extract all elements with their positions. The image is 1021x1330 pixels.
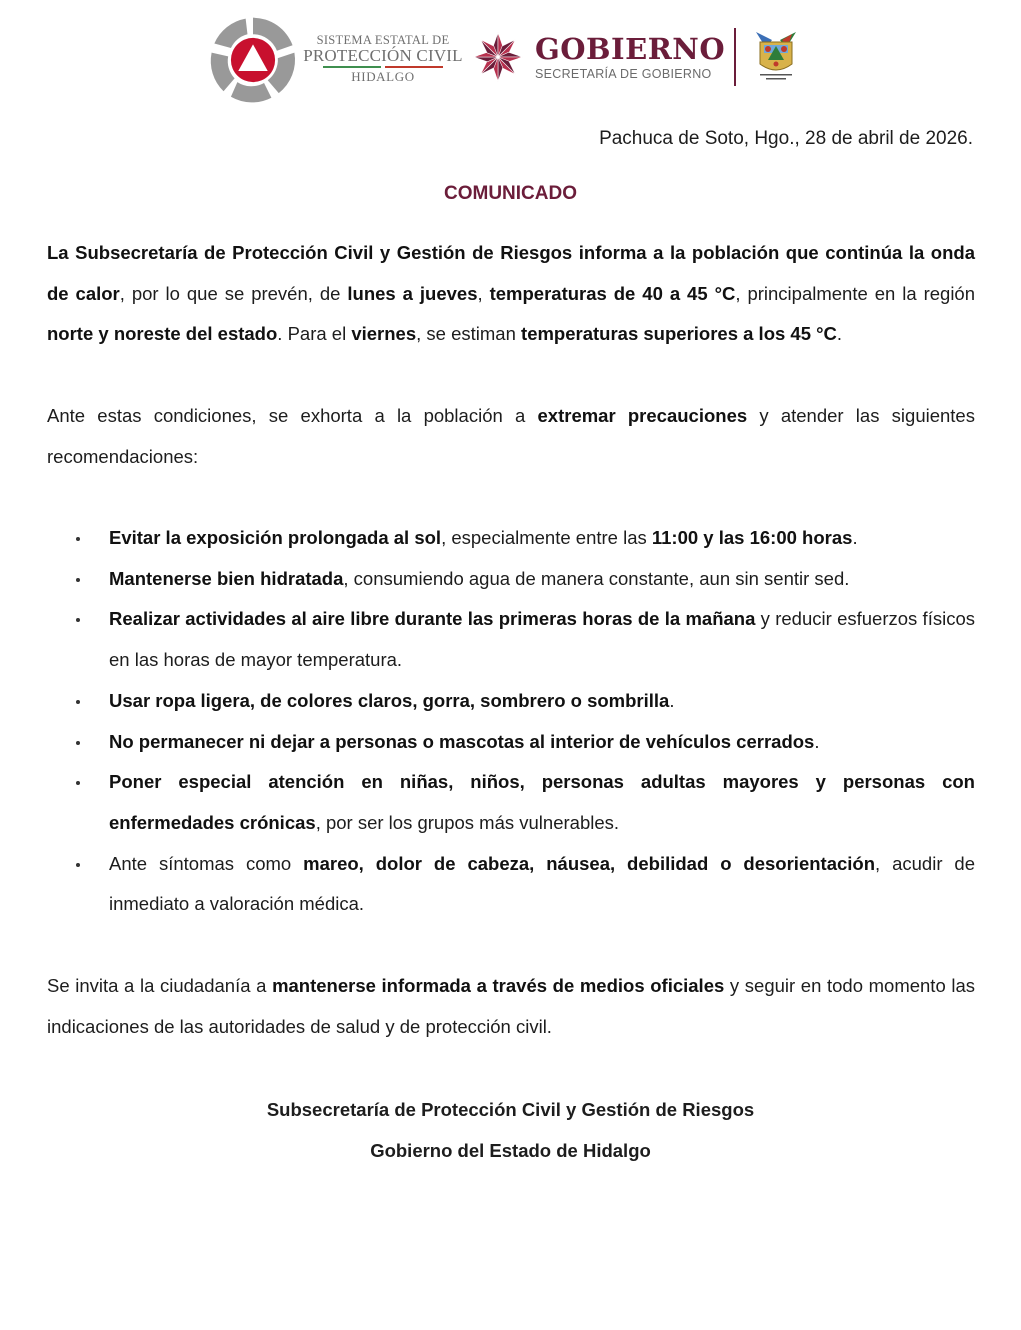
bold-text-run: lunes a jueves	[347, 282, 478, 304]
text-run: .	[836, 323, 843, 345]
bullet-icon	[76, 781, 80, 785]
date-line: Pachuca de Soto, Hgo., 28 de abril de 2026.	[599, 128, 973, 149]
signature-line1: Subsecretaría de Protección Civil y Gestión de Riesgos	[266, 1099, 755, 1120]
text-run: , por lo que se prevén, de	[119, 282, 348, 304]
text-run: , principalmente en la región	[735, 282, 976, 304]
recommendation-item	[47, 559, 975, 600]
bold-text-run: Usar ropa ligera, de colores claros, gorra, sombrero o sombrilla	[109, 689, 670, 711]
text-run: , acudir de inmediato a valoración médica.	[109, 852, 975, 915]
closing-paragraph	[47, 966, 975, 1047]
recommendation-item	[47, 844, 975, 925]
hidalgo-coat-of-arms-icon	[752, 26, 800, 88]
bullet-icon	[76, 700, 80, 704]
text-run: .	[852, 527, 858, 548]
civil-protection-wordmark	[303, 33, 463, 84]
recommendation-item	[47, 722, 975, 763]
letterhead	[0, 0, 1021, 115]
bold-text-run: Evitar la exposición prolongada al sol	[109, 527, 442, 548]
gobierno-title: GOBIERNO	[535, 32, 726, 66]
bold-text-run: No permanecer ni dejar a personas o mascotas al interior de vehículos cerrados	[109, 730, 815, 752]
bold-text-run: mantenerse informada a través de medios oficiales	[272, 975, 725, 996]
green-rule	[323, 66, 381, 68]
bold-text-run: viernes	[351, 323, 417, 345]
text-run: y atender las siguientes recomendaciones:	[47, 405, 975, 467]
text-run: Ante síntomas como	[109, 852, 304, 874]
text-run: , se estiman	[416, 323, 522, 345]
recommendation-text	[109, 690, 674, 711]
bold-text-run: extremar precauciones	[537, 405, 748, 426]
text-run: .	[814, 730, 820, 752]
bullet-icon	[76, 741, 80, 745]
flag-color-rule	[303, 66, 463, 68]
bullet-icon	[76, 863, 80, 867]
recommendations-list	[47, 518, 975, 925]
bold-text-run: temperaturas superiores a los 45 °C	[521, 323, 837, 345]
text-run: , especialmente entre las	[441, 527, 652, 548]
bold-text-run: La Subsecretaría de Protección Civil y Gestión de Riesgos informa a la población que continúa la onda de calor	[47, 242, 975, 304]
star-emblem-icon	[470, 28, 526, 86]
exhortation-paragraph	[47, 396, 975, 477]
signature-line2: Gobierno del Estado de Hidalgo	[370, 1139, 651, 1161]
recommendation-text	[109, 608, 975, 670]
bullet-icon	[76, 537, 80, 541]
text-run: Se invita a la ciudadanía a	[47, 975, 273, 996]
pc-logo-line1: SISTEMA ESTATAL DE	[316, 33, 450, 47]
bold-text-run: norte y noreste del estado	[47, 323, 278, 345]
recommendation-text	[109, 731, 819, 752]
pc-logo-line2: PROTECCIÓN CIVIL	[303, 46, 463, 65]
bold-text-run: Poner especial atención en niñas, niños, personas adultas mayores y personas con enfermedades crónicas	[109, 771, 975, 833]
text-run: y seguir en todo momento las indicaciones de las autoridades de salud y de protección civil.	[47, 975, 976, 1037]
pc-logo-line3: HIDALGO	[351, 69, 415, 84]
bullet-icon	[76, 578, 80, 582]
text-run: ,	[477, 282, 490, 304]
recommendation-text	[109, 568, 849, 589]
recommendation-item	[47, 762, 975, 843]
recommendation-item	[47, 518, 975, 559]
text-run: , consumiendo agua de manera constante, aun sin sentir sed.	[343, 567, 850, 589]
logo-divider	[734, 28, 736, 86]
recommendation-item	[47, 599, 975, 680]
bold-text-run: mareo, dolor de cabeza, náusea, debilidad o desorientación	[303, 852, 876, 874]
text-run: Ante estas condiciones, se exhorta a la población a	[47, 405, 538, 426]
text-run: y reducir esfuerzos físicos en las horas de mayor temperatura.	[109, 608, 975, 671]
text-run: , por ser los grupos más vulnerables.	[315, 811, 620, 833]
recommendation-text	[109, 771, 975, 833]
recommendation-text	[109, 853, 975, 915]
bold-text-run: 11:00 y las 16:00 horas	[651, 527, 853, 548]
text-run: . Para el	[277, 323, 352, 345]
recommendation-item	[47, 681, 975, 722]
bold-text-run: Realizar actividades al aire libre durante las primeras horas de la mañana	[109, 608, 756, 630]
document-title: COMUNICADO	[444, 183, 577, 204]
recommendation-text	[109, 527, 858, 548]
intro-paragraph	[47, 233, 975, 355]
bullet-icon	[76, 618, 80, 622]
red-rule	[385, 66, 443, 68]
text-run: .	[669, 689, 675, 711]
bold-text-run: temperaturas de 40 a 45 °C	[489, 282, 736, 304]
gobierno-subtitle: SECRETARÍA DE GOBIERNO	[535, 67, 712, 81]
bold-text-run: Mantenerse bien hidratada	[109, 567, 344, 589]
civil-protection-emblem-icon	[207, 14, 299, 106]
signature-block	[0, 1090, 1021, 1171]
